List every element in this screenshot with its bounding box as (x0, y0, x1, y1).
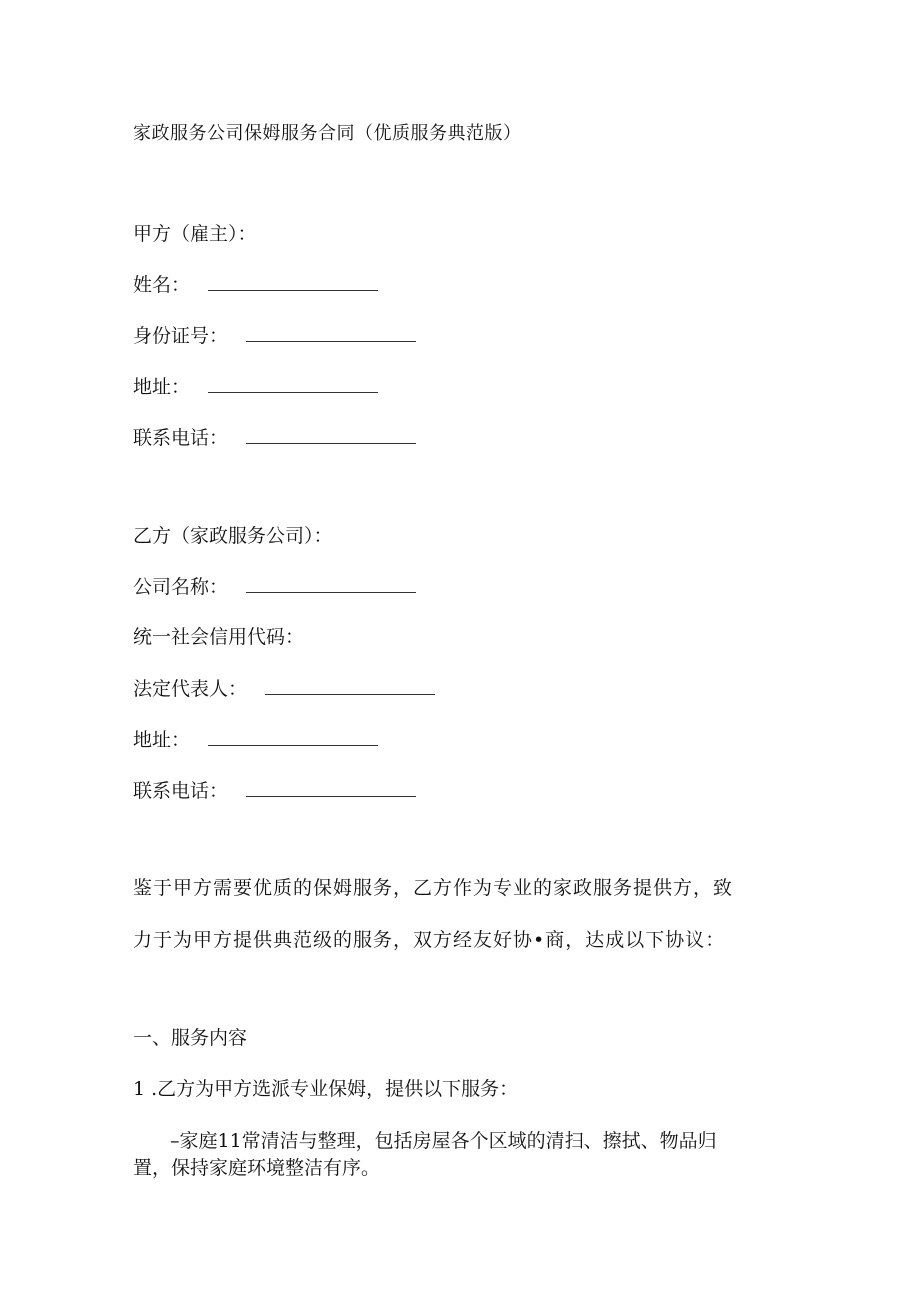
party-a-heading: 甲方（雇主）： (133, 223, 257, 245)
party-b-heading: 乙方（家政服务公司）： (133, 525, 333, 547)
field-label: 法定代表人： (133, 678, 248, 700)
address-blank (208, 374, 378, 393)
party-b-phone-row (133, 778, 416, 803)
field-label: 姓名： (133, 274, 191, 296)
field-label: 地址： (133, 376, 191, 398)
party-b-credit-code-row (133, 625, 304, 649)
id-number-blank (246, 323, 416, 342)
section-1-item-1: 1 .乙方为甲方选派专业保姆，提供以下服务： (133, 1078, 519, 1100)
service-bullet-line-1: –家庭11常清洁与整理，包括房屋各个区域的清扫、擦拭、物品归 (170, 1130, 717, 1152)
phone-blank (246, 425, 416, 444)
party-b-legal-rep-row (133, 676, 435, 701)
section-1-heading: 一、服务内容 (133, 1027, 248, 1049)
service-bullet-line-2: 置，保持家庭环境整洁有序。 (133, 1157, 381, 1179)
field-label: 身份证号： (133, 325, 229, 347)
field-label: 统一社会信用代码： (133, 626, 305, 648)
preamble-line-1: 鉴于甲方需要优质的保姆服务，乙方作为专业的家政服务提供方，致 (133, 877, 734, 899)
party-a-phone-row (133, 425, 416, 450)
party-a-address-row (133, 374, 378, 399)
party-b-address-row (133, 727, 378, 752)
document-title: 家政服务公司保姆服务合同（优质服务典范版） (133, 123, 522, 144)
party-b-company-row (133, 574, 416, 599)
legal-rep-blank (265, 676, 435, 695)
party-a-name-row (133, 272, 378, 297)
field-label: 联系电话： (133, 780, 229, 802)
field-label: 联系电话： (133, 427, 229, 449)
address-blank (208, 727, 378, 746)
field-label: 地址： (133, 729, 191, 751)
party-a-id-row (133, 323, 416, 348)
field-label: 公司名称： (133, 576, 229, 598)
preamble-line-2: 力于为甲方提供典范级的服务，双方经友好协•商，达成以下协议： (133, 929, 726, 951)
phone-blank (246, 778, 416, 797)
company-name-blank (246, 574, 416, 593)
name-blank (208, 272, 378, 291)
